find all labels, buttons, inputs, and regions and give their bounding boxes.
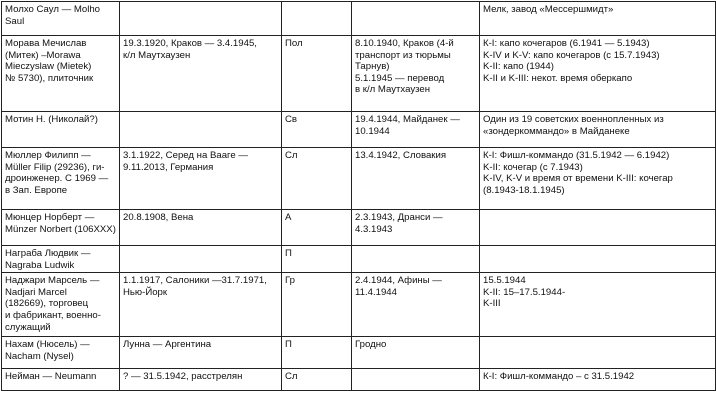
name-cell-line: Nagraba Ludwik <box>5 259 75 271</box>
table-row <box>2 337 716 369</box>
name-cell-line: Müller Filip (29236), ги- <box>5 161 105 173</box>
table-row <box>2 273 716 337</box>
name-cell-line: Нахам (Нюсель) — <box>5 339 90 351</box>
notes-cell <box>480 148 716 210</box>
arrival-cell <box>352 2 480 36</box>
notes-cell-line: К-I: капо кочегаров (6.1941 — 5.1943) <box>483 38 650 49</box>
notes-cell-line: К-I: Фишл-коммандо (31.5.1942 — 6.1942) <box>483 150 670 161</box>
birth-death-cell-line: к/л Маутхаузен <box>123 49 191 61</box>
birth-death-cell <box>120 2 282 36</box>
name-cell-line: Мотин Н. (Николай?) <box>5 114 98 125</box>
arrival-cell <box>352 36 480 112</box>
arrival-cell-line: 10.1944 <box>355 125 390 137</box>
notes-cell <box>480 337 716 369</box>
notes-cell-line: (8.1943-18.1.1945) <box>483 184 565 196</box>
name-cell-line: Молхо Саул — Molho <box>5 4 101 15</box>
origin-cell-line: Гр <box>285 275 295 287</box>
name-cell <box>2 273 120 337</box>
table-row <box>2 148 716 210</box>
notes-cell-line: K-IV, K-V и время от времени K-III: кочегар <box>483 173 673 185</box>
origin-cell <box>282 2 352 36</box>
birth-death-cell <box>120 112 282 148</box>
name-cell-line: Мюнцер Норберт — <box>5 212 95 223</box>
arrival-cell-line: 11.4.1944 <box>355 286 397 298</box>
birth-death-cell <box>120 36 282 112</box>
table-row <box>2 112 716 148</box>
origin-cell <box>282 246 352 273</box>
name-cell <box>2 337 120 369</box>
arrival-cell <box>352 369 480 391</box>
origin-cell <box>282 36 352 112</box>
arrival-cell-line: Гродно <box>355 339 387 351</box>
notes-cell-line: 15.5.1944 <box>483 275 526 287</box>
name-cell-line: Mieczyslaw (Mietek) <box>5 61 92 73</box>
name-cell <box>2 369 120 391</box>
notes-cell <box>480 246 716 273</box>
birth-death-cell-line: ? — 31.5.1942, расстрелян <box>123 371 243 383</box>
birth-death-cell <box>120 273 282 337</box>
name-cell-line: Saul <box>5 15 25 27</box>
notes-cell-line: Один из 19 советских военнопленных из <box>483 114 664 125</box>
birth-death-cell <box>120 369 282 391</box>
name-cell <box>2 112 120 148</box>
name-cell-line: дроинженер. С 1969 — <box>5 173 109 185</box>
birth-death-cell-line: 1.1.1917, Салоники —31.7.1971, <box>123 275 267 287</box>
table-row <box>2 246 716 273</box>
name-cell-line: Nadjari Marcel <box>5 286 67 298</box>
arrival-cell <box>352 210 480 246</box>
prisoners-table <box>1 1 716 391</box>
arrival-cell <box>352 273 480 337</box>
origin-cell <box>282 337 352 369</box>
origin-cell <box>282 210 352 246</box>
arrival-cell-line: 2.3.1943, Дранси — <box>355 212 443 223</box>
arrival-cell-line: 8.10.1940, Краков (4-й <box>355 38 454 49</box>
arrival-cell-line: в к/л Маутхаузен <box>355 84 431 96</box>
origin-cell-line: Пол <box>285 38 303 49</box>
name-cell-line: Münzer Norbert (106XXX) <box>5 223 116 235</box>
origin-cell <box>282 273 352 337</box>
birth-death-cell-line: 19.3.1920, Краков — 3.4.1945, <box>123 38 257 49</box>
table-body <box>2 2 716 391</box>
birth-death-cell <box>120 337 282 369</box>
birth-death-cell-line: Лунна — Аргентина <box>123 339 212 351</box>
notes-cell-line: К-I: Фишл-коммандо – с 31.5.1942 <box>483 371 635 383</box>
notes-cell <box>480 112 716 148</box>
name-cell <box>2 148 120 210</box>
arrival-cell-line: Тарнув) <box>355 61 390 73</box>
arrival-cell-line: 4.3.1943 <box>355 223 393 235</box>
origin-cell <box>282 148 352 210</box>
birth-death-cell-line: 20.8.1908, Вена <box>123 212 194 223</box>
notes-cell <box>480 273 716 337</box>
birth-death-cell <box>120 148 282 210</box>
arrival-cell-line: 13.4.1942, Словакия <box>355 150 447 161</box>
notes-cell <box>480 36 716 112</box>
notes-cell-line: K-II: капо (1944) <box>483 61 554 73</box>
notes-cell <box>480 210 716 246</box>
birth-death-cell-line: 3.1.1922, Серед на Вааге — <box>123 150 248 161</box>
origin-cell-line: П <box>285 339 292 351</box>
notes-cell-line: K-II и K-III: некот. время оберкапо <box>483 72 633 84</box>
arrival-cell-line: транспорт из тюрьмы <box>355 49 451 61</box>
arrival-cell-line: 19.4.1944, Майданек — <box>355 114 460 125</box>
name-cell <box>2 36 120 112</box>
origin-cell-line: Сл <box>285 371 298 383</box>
arrival-cell <box>352 112 480 148</box>
arrival-cell-line: 5.1.1945 — перевод <box>355 72 445 84</box>
birth-death-cell-line: Нью-Йорк <box>123 286 168 298</box>
origin-cell <box>282 369 352 391</box>
name-cell-line: Мюллер Филипп — <box>5 150 91 161</box>
name-cell-line: № 5730), плиточник <box>5 72 94 84</box>
origin-cell <box>282 112 352 148</box>
name-cell-line: Морава Мечислав <box>5 38 87 49</box>
table-row <box>2 369 716 391</box>
name-cell <box>2 2 120 36</box>
origin-cell-line: А <box>285 212 292 223</box>
notes-cell-line: Мелк, завод «Мессершмидт» <box>483 4 614 15</box>
name-cell-line: Наджари Марсель — <box>5 275 100 287</box>
name-cell-line: (Митек) –Morawa <box>5 49 81 61</box>
arrival-cell-line: 2.4.1944, Афины — <box>355 275 442 287</box>
origin-cell-line: Сл <box>285 150 298 161</box>
origin-cell-line: П <box>285 248 292 259</box>
birth-death-cell-line: 9.11.2013, Германия <box>123 161 214 173</box>
table-row <box>2 2 716 36</box>
name-cell-line: (182669), торговец <box>5 298 89 310</box>
origin-cell-line: Св <box>285 114 298 125</box>
arrival-cell <box>352 148 480 210</box>
name-cell-line: Награба Людвик — <box>5 248 91 259</box>
notes-cell-line: K-II: кочегар (с 7.1943) <box>483 161 583 173</box>
notes-cell-line: «зондеркоммандо» в Майданеке <box>483 125 630 137</box>
arrival-cell <box>352 246 480 273</box>
name-cell-line: в Зап. Европе <box>5 184 68 196</box>
name-cell-line: Нейман — Neumann <box>5 371 97 383</box>
arrival-cell <box>352 337 480 369</box>
notes-cell-line: K-III <box>483 298 501 310</box>
table-row <box>2 210 716 246</box>
table-row <box>2 36 716 112</box>
name-cell-line: и фабрикант, военно- <box>5 309 101 321</box>
name-cell-line: служащий <box>5 321 51 333</box>
notes-cell <box>480 2 716 36</box>
notes-cell-line: K-II: 15–17.5.1944- <box>483 286 566 298</box>
name-cell <box>2 246 120 273</box>
name-cell <box>2 210 120 246</box>
notes-cell <box>480 369 716 391</box>
name-cell-line: Nacham (Nysel) <box>5 350 74 362</box>
birth-death-cell <box>120 246 282 273</box>
birth-death-cell <box>120 210 282 246</box>
notes-cell-line: K-IV и K-V: капо кочегаров (с 15.7.1943) <box>483 49 660 61</box>
